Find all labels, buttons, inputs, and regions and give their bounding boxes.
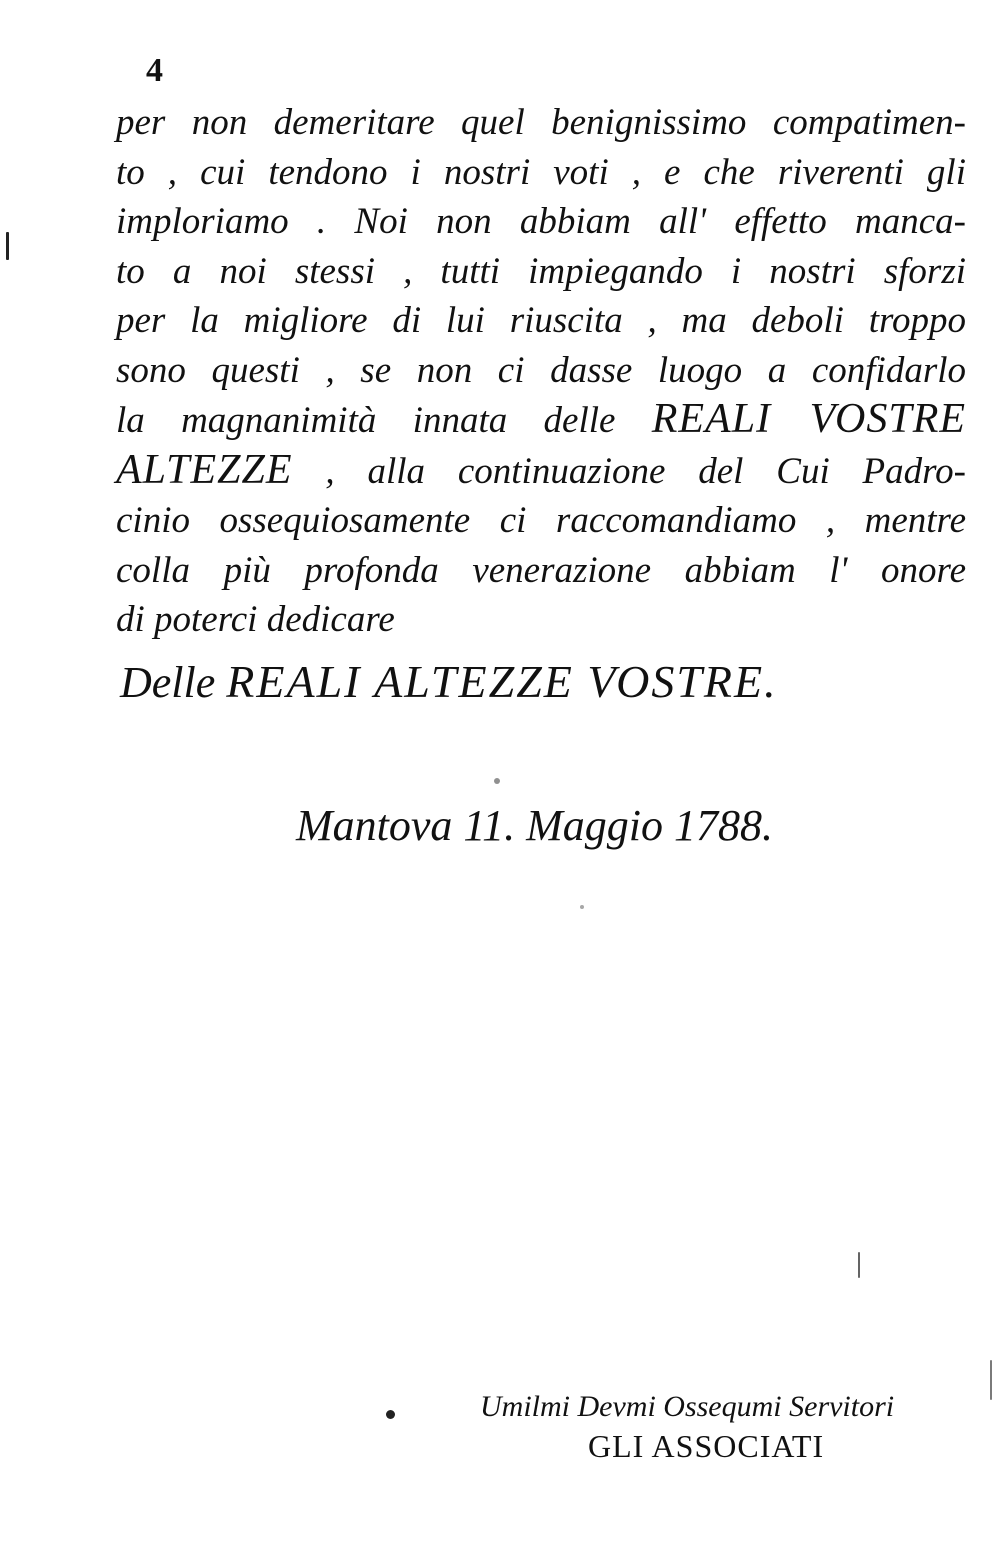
body-line-text: , alla continuazione del Cui Padro- [325, 450, 966, 492]
body-line: to , cui tendono i nostri voti , e che riverenti gli [116, 151, 966, 193]
body-line: imploriamo . Noi non abbiam all' effetto manca- [116, 201, 966, 242]
body-line-mixed [116, 446, 966, 497]
associates-line: GLI ASSOCIATI [588, 1428, 825, 1464]
body-line: cinio ossequiosamente ci raccomandiamo , mentre [116, 500, 966, 541]
body-line-text: la magnanimità innata delle [116, 400, 616, 441]
body-line: colla più profonda venerazione abbiam l' onore [116, 549, 966, 591]
body-line-caps: REALI VOSTRE [651, 396, 967, 442]
signature-line: Umilmi Devmi Ossequmi Servitori [480, 1390, 895, 1423]
body-line-mixed [116, 395, 966, 446]
closing-caps: REALI ALTEZZE VOSTRE. [226, 656, 778, 707]
ink-speck [494, 778, 500, 784]
ink-speck [386, 1410, 395, 1419]
ink-speck [6, 232, 9, 260]
body-line: to a noi stessi , tutti impiegando i nostri sforzi [116, 250, 966, 292]
closing-formula [120, 655, 778, 708]
date-line: Mantova 11. Maggio 1788. [296, 801, 774, 850]
ink-speck [990, 1360, 992, 1400]
dedication-body [116, 98, 966, 645]
body-line: di poterci dedicare [116, 599, 395, 640]
closing-prefix: Delle [120, 658, 216, 707]
ink-speck [858, 1252, 860, 1278]
body-line-caps: ALTEZZE [116, 446, 293, 493]
body-line: sono questi , se non ci dasse luogo a confidarlo [116, 349, 966, 391]
body-line: per la migliore di lui riuscita , ma deboli troppo [116, 300, 966, 341]
ink-speck [580, 905, 584, 909]
page-number: 4 [146, 52, 163, 89]
body-line: per non demeritare quel benignissimo compatimen- [116, 102, 966, 143]
